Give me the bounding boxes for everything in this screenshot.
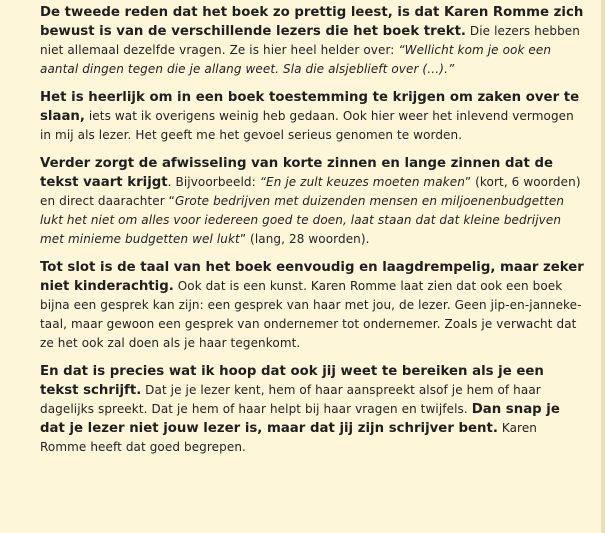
paragraph-3 <box>40 154 585 249</box>
text-span: Karen Romme heeft dat goed begrepen. <box>40 421 538 454</box>
italic-quote: “En je zult keuzes moeten maken <box>259 175 465 189</box>
paragraph-2 <box>40 88 585 145</box>
paragraph-5 <box>40 362 585 457</box>
bold-phrase: Verder zorgt de afwisseling van korte zinnen en lange zinnen dat de tekst vaart krijgt <box>40 156 554 190</box>
italic-quote: “Wellicht kom je ook een aantal dingen tegen die je allang weet. Sla die alsjeblieft over (…).” <box>40 43 552 76</box>
bold-phrase: En dat is precies wat ik hoop dat ook jij weet te bereiken als je een tekst schrijft. <box>40 364 544 398</box>
page-edge-divider <box>601 0 605 533</box>
text-span: Dat je je lezer kent, hem of haar aanspreekt alsof je hem of haar dagelijks spreekt. Dat je hem of haar helpt bij haar vragen en twijfels. <box>40 383 541 416</box>
text-span: Ook dat is een kunst. Karen Romme laat zien dat ook een boek bijna een gesprek kan zijn: een gesprek van haar met jou, de lezer. Geen jip-en-janneke-taal, maar gewoon een gesprek van ondernemer tot ondernemer. Zoals je verwacht dat ze het ook zal doen als je haar tegenkomt. <box>40 279 582 350</box>
bold-phrase: Het is heerlijk om in een boek toestemming te krijgen om zaken over te slaan, <box>40 90 580 124</box>
bold-phrase: Dan snap je dat je lezer niet jouw lezer is, maar dat jij zijn schrijver bent. <box>40 402 560 436</box>
bold-phrase: De tweede reden dat het boek zo prettig leest, is dat Karen Romme zich bewust is van de verschillende lezers die het boek trekt. <box>40 5 584 39</box>
paragraph-4 <box>40 258 585 353</box>
paragraph-1 <box>40 3 585 79</box>
text-span: Die lezers hebben niet allemaal dezelfde vragen. Ze is hier heel helder over: <box>40 24 580 57</box>
italic-quote: Grote bedrijven met duizenden mensen en miljoenenbudgetten lukt het niet om alles voor iedereen goed te doen, laat staan dat dat kleine bedrijven met minieme budgetten wel lukt <box>40 194 565 246</box>
text-span: ” (kort, 6 woorden) en direct daarachter “ <box>40 175 581 208</box>
text-span: iets wat ik overigens weinig heb gedaan. Ook hier weer het inlevend vermogen in mij als lezer. Het geeft me het gevoel serieus genomen te worden. <box>40 109 574 142</box>
text-span: ” (lang, 28 woorden). <box>239 232 370 246</box>
text-span: . Bijvoorbeeld: <box>167 175 260 189</box>
bold-phrase: Tot slot is de taal van het boek eenvoudig en laagdrempelig, maar zeker niet kinderachtig. <box>40 260 584 294</box>
